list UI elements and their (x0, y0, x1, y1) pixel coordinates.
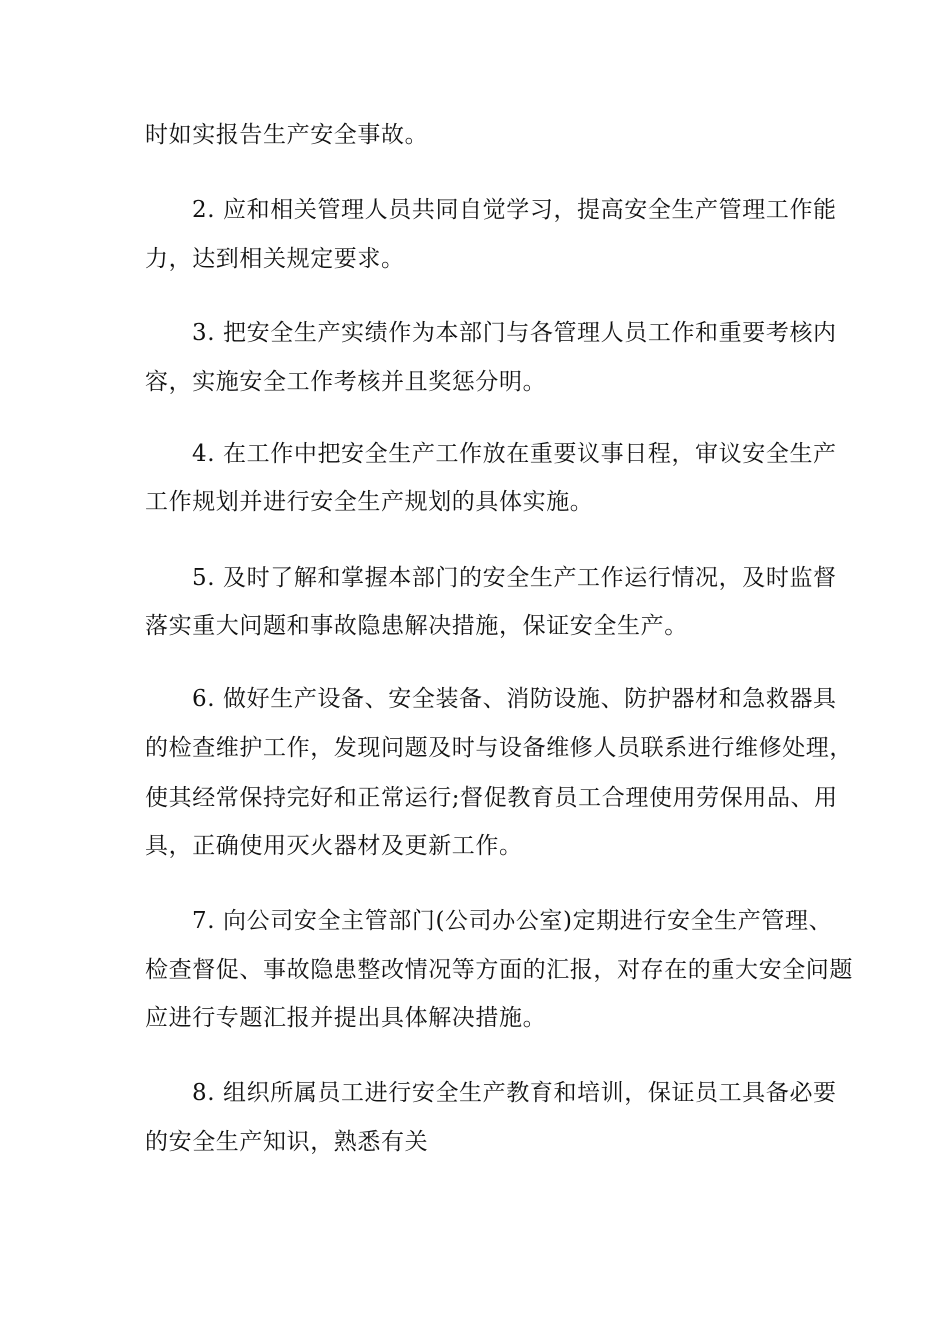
item-6-line-3: 使其经常保持完好和正常运行;督促教育员工合理使用劳保用品、用 (145, 785, 838, 811)
item-5-line-1: 5. 及时了解和掌握本部门的安全生产工作运行情况，及时监督 (192, 565, 837, 591)
text-line: 时如实报告生产安全事故。 (145, 122, 429, 148)
item-6-line-1: 6. 做好生产设备、安全装备、消防设施、防护器材和急救器具 (192, 686, 837, 712)
item-3-line-1: 3. 把安全生产实绩作为本部门与各管理人员工作和重要考核内 (192, 320, 837, 346)
item-6-line-2: 的检查维护工作，发现问题及时与设备维修人员联系进行维修处理， (145, 735, 853, 761)
item-4-line-2: 工作规划并进行安全生产规划的具体实施。 (145, 489, 594, 515)
item-2-line-2: 力，达到相关规定要求。 (145, 246, 405, 272)
item-2-line-1: 2. 应和相关管理人员共同自觉学习，提高安全生产管理工作能 (192, 197, 837, 223)
item-8-line-1: 8. 组织所属员工进行安全生产教育和培训，保证员工具备必要 (192, 1080, 837, 1106)
item-6-line-4: 具，正确使用灭火器材及更新工作。 (145, 833, 523, 859)
item-8-line-2: 的安全生产知识，熟悉有关 (145, 1129, 429, 1155)
item-7-line-2: 检查督促、事故隐患整改情况等方面的汇报，对存在的重大安全问题 (145, 957, 853, 983)
item-7-line-1: 7. 向公司安全主管部门(公司办公室)定期进行安全生产管理、 (192, 908, 833, 934)
item-7-line-3: 应进行专题汇报并提出具体解决措施。 (145, 1005, 547, 1031)
item-4-line-1: 4. 在工作中把安全生产工作放在重要议事日程，审议安全生产 (192, 441, 837, 467)
item-5-line-2: 落实重大问题和事故隐患解决措施，保证安全生产。 (145, 613, 688, 639)
item-3-line-2: 容，实施安全工作考核并且奖惩分明。 (145, 369, 547, 395)
